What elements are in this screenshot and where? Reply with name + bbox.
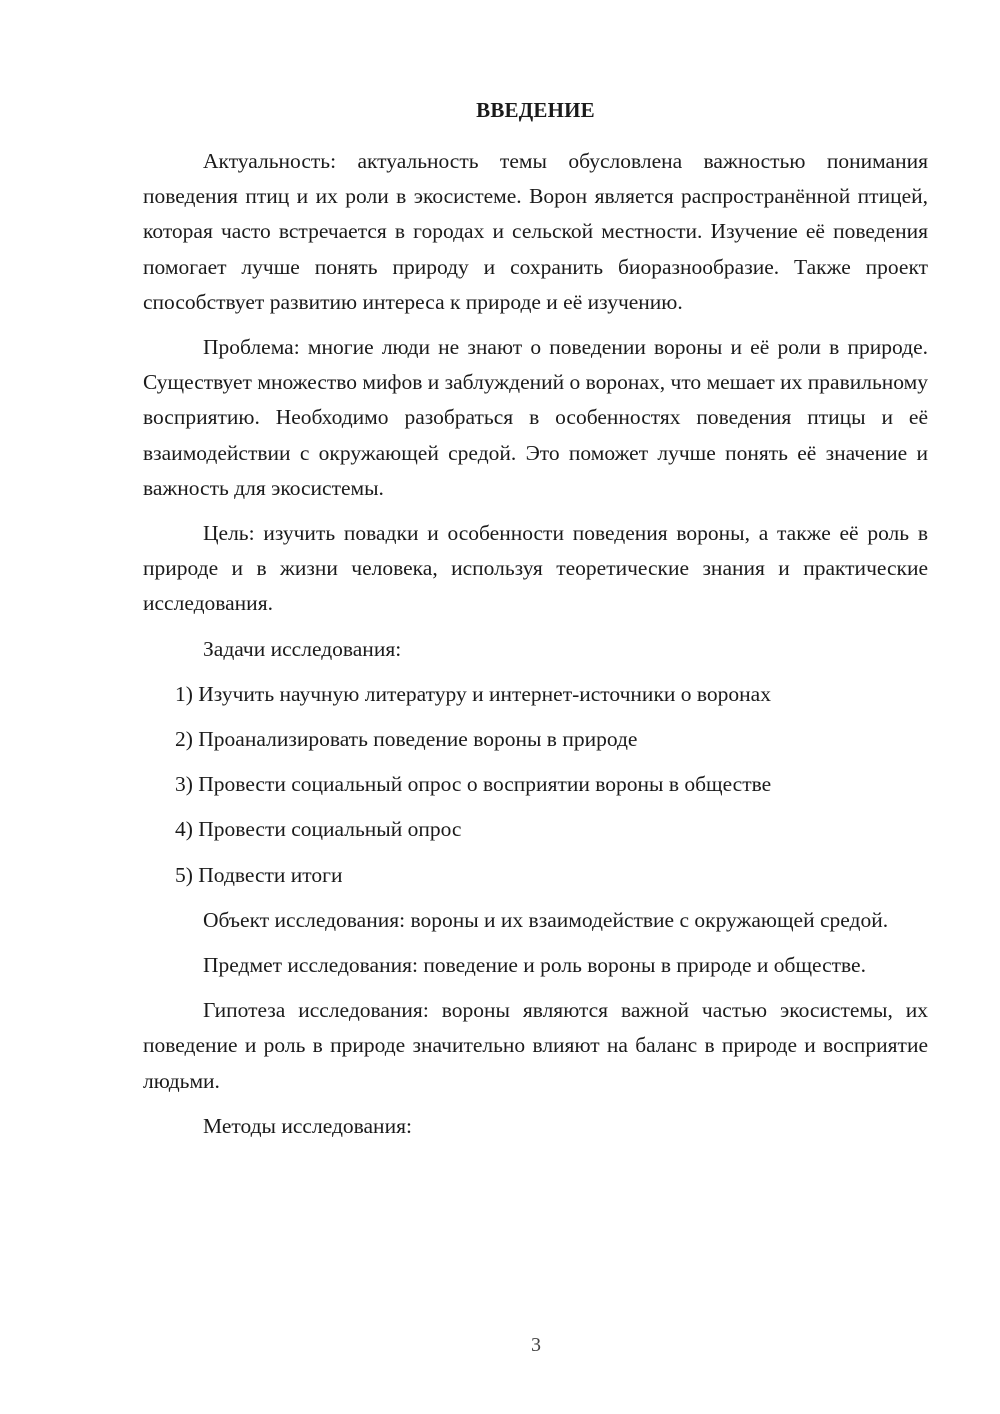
list-item: 5) Подвести итоги	[175, 862, 343, 887]
tasks-list	[143, 677, 928, 893]
list-item: 4) Провести социальный опрос	[175, 817, 462, 842]
page-number: 3	[531, 1334, 541, 1356]
tasks-heading: Задачи исследования:	[203, 636, 402, 661]
paragraph-problem: Проблема: многие люди не знают о поведении вороны и её роли в природе. Существует множество мифов и заблуждений о воронах, что мешает их правильному восприятию. Необходимо разобраться в особенностях поведения птицы и её взаимодействии с окружающей средой. Это поможет лучше понять её значение и важность для экосистемы.	[143, 335, 928, 500]
methods-heading: Методы исследования:	[203, 1113, 412, 1138]
list-item: 2) Проанализировать поведение вороны в природе	[175, 727, 638, 752]
list-item: 3) Провести социальный опрос о восприятии вороны в обществе	[175, 772, 772, 797]
section-title: ВВЕДЕНИЕ	[476, 98, 595, 122]
paragraph-object: Объект исследования: вороны и их взаимодействие с окружающей средой.	[203, 907, 889, 932]
paragraph-relevance: Актуальность: актуальность темы обусловлена важностью понимания поведения птиц и их роли в экосистеме. Ворон является распространённой птицей, которая часто встречается в городах и сельской местности. Изучение её поведения помогает лучше понять природу и сохранить биоразнообразие. Также проект способствует развитию интереса к природе и её изучению.	[143, 149, 928, 314]
paragraph-hypothesis: Гипотеза исследования: вороны являются важной частью экосистемы, их поведение и роль в природе значительно влияют на баланс в природе и восприятие людьми.	[143, 998, 928, 1093]
paragraph-subject: Предмет исследования: поведение и роль вороны в природе и обществе.	[203, 953, 866, 978]
paragraph-goal: Цель: изучить повадки и особенности поведения вороны, а также её роль в природе и в жизни человека, используя теоретические знания и практические исследования.	[143, 521, 928, 616]
document-page	[143, 96, 928, 1154]
list-item: 1) Изучить научную литературу и интернет-источники о воронах	[175, 681, 771, 706]
